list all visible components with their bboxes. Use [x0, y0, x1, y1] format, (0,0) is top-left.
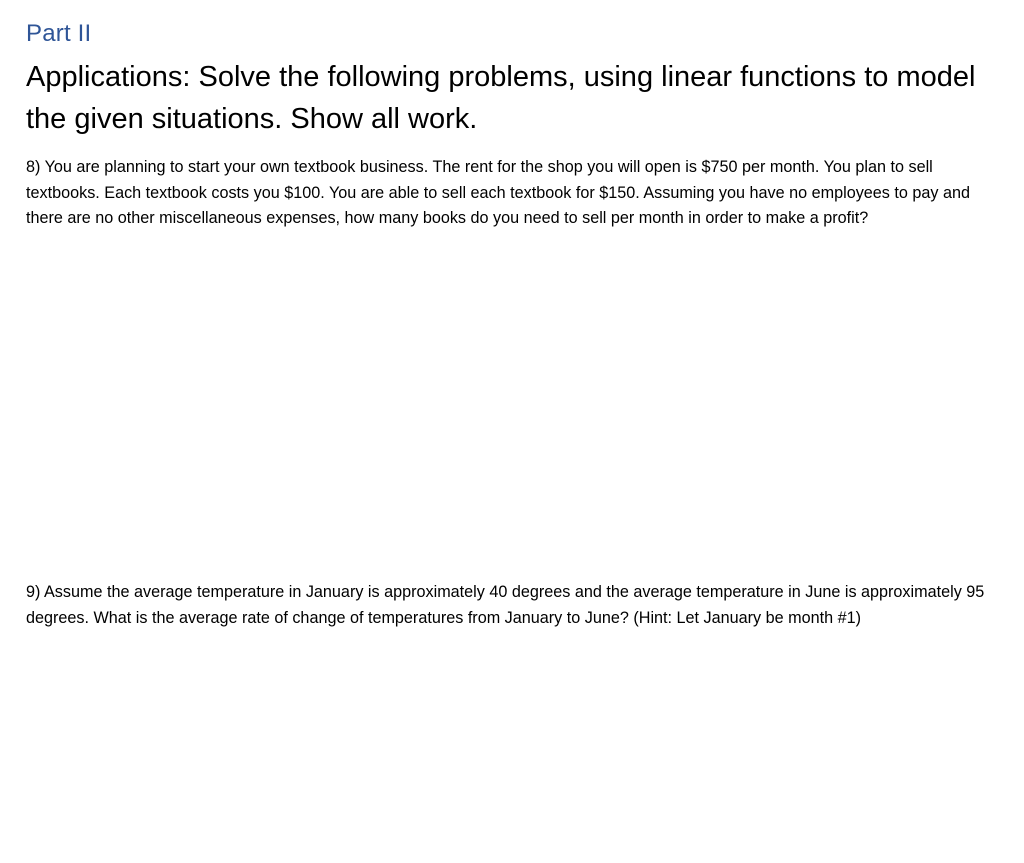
section-heading: Applications: Solve the following problems, using linear functions to model the given situations. Show all work. — [26, 61, 976, 135]
problem-8-text: 8) You are planning to start your own textbook business. The rent for the shop you will open is $750 per month. You plan to sell textbooks. Each textbook costs you $100. You are able to sell each textbook for $150. Assuming you have no employees to pay and there are no other miscellaneous expenses, how many books do you need to sell per month in order to make a profit? — [26, 158, 970, 227]
problem-9-text: 9) Assume the average temperature in January is approximately 40 degrees and the average temperature in June is approximately 95 degrees. What is the average rate of change of temperatures from January to June? (Hint: Let January be month #1) — [26, 583, 985, 627]
problem-9-work-area — [26, 662, 998, 852]
problem-8-work-area — [26, 262, 998, 562]
part-heading: Part II — [26, 20, 92, 47]
